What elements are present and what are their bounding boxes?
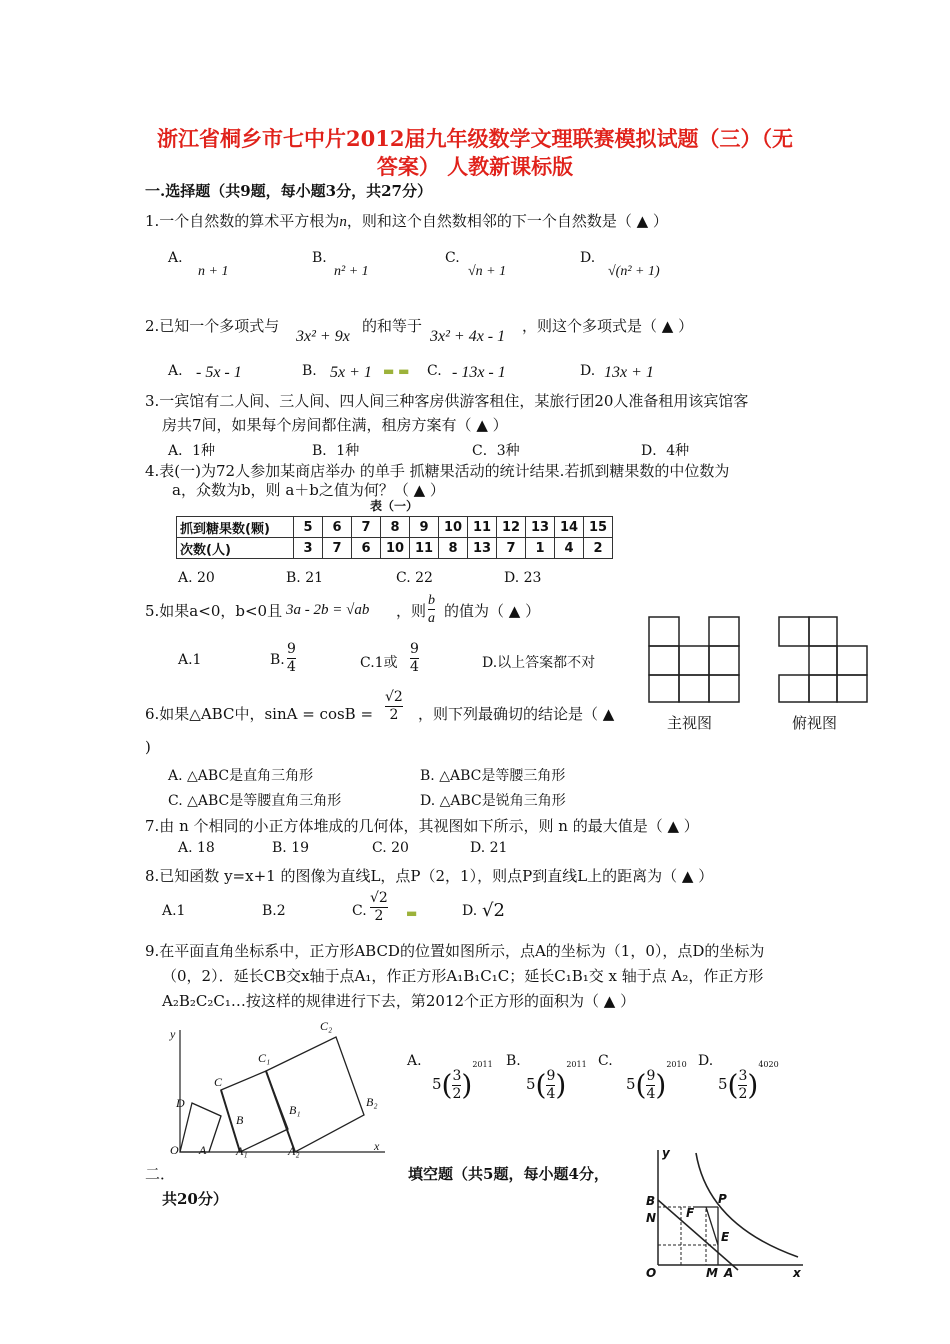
q2-option-a-label: A. bbox=[168, 363, 183, 379]
table-caption: 表（一） bbox=[370, 499, 419, 513]
fig9-c2-label: C₂ bbox=[320, 1019, 333, 1033]
q9-option-c bbox=[626, 1060, 687, 1103]
q5-fraction bbox=[428, 592, 435, 627]
section-2-heading-cont: 共20分） bbox=[162, 1190, 228, 1208]
q2-option-d: 13x + 1 bbox=[604, 364, 654, 381]
fig10-n-label: N bbox=[646, 1211, 657, 1225]
frac-den: 2 bbox=[738, 1085, 748, 1102]
q5-expr: 3a - 2b = √ab bbox=[286, 602, 370, 618]
q5-frac-num: b bbox=[428, 593, 435, 608]
coef: 5 bbox=[432, 1075, 442, 1093]
table-cell: 6 bbox=[323, 517, 352, 538]
frac-num: 3 bbox=[738, 1067, 748, 1084]
table-cell: 7 bbox=[323, 538, 352, 559]
section-2-heading: 填空题（共5题，每小题4分， bbox=[408, 1165, 609, 1183]
table-cell: 2 bbox=[584, 538, 613, 559]
q4-option-c: C. 22 bbox=[396, 570, 433, 586]
paren: ( bbox=[635, 1068, 647, 1102]
q4-option-d: D. 23 bbox=[504, 570, 542, 586]
q6-text: 6.如果△ABC中，sinA = cosB = bbox=[145, 705, 374, 723]
fig9-x-label: x bbox=[374, 1139, 380, 1153]
section-2-number: 二． bbox=[145, 1165, 176, 1183]
fig9-b2-label: B₂ bbox=[366, 1095, 378, 1109]
q1-option-a: n + 1 bbox=[198, 264, 229, 279]
table-cell: 10 bbox=[439, 517, 468, 538]
q2-option-a: - 5x - 1 bbox=[196, 364, 242, 381]
q3-option-b: B．1种 bbox=[312, 443, 360, 459]
q7-option-d: D. 21 bbox=[470, 840, 508, 856]
square-sequence-figure bbox=[160, 1018, 390, 1160]
q1-option-d-label: D. bbox=[580, 250, 596, 266]
table-cell: 1 bbox=[526, 538, 555, 559]
fig9-a1-label: A₁ bbox=[236, 1144, 248, 1158]
q6-option-a: A. △ABC是直角三角形 bbox=[168, 768, 314, 784]
exponent: 2011 bbox=[566, 1060, 587, 1069]
q7-option-c: C. 20 bbox=[372, 840, 409, 856]
frac-num: 9 bbox=[546, 1067, 556, 1084]
fig9-b-label: B bbox=[236, 1113, 244, 1127]
table-cell: 13 bbox=[468, 538, 497, 559]
q5-option-c-fraction bbox=[410, 641, 419, 676]
table-cell: 10 bbox=[381, 538, 410, 559]
table-cell: 7 bbox=[352, 517, 381, 538]
q3-line1: 3.一宾馆有二人间、三人间、四人间三种客房供游客租住，某旅行团20人准备租用该宾馆客 bbox=[145, 392, 749, 410]
q1-option-a-label: A. bbox=[168, 250, 183, 266]
q9-option-b bbox=[526, 1060, 587, 1103]
paren: ( bbox=[535, 1068, 547, 1102]
q4-line2: a，众数为b，则 a＋b之值为何？（ ▲ ） bbox=[172, 481, 445, 499]
table-cell: 6 bbox=[352, 538, 381, 559]
fig9-a2-label: A₂ bbox=[288, 1144, 300, 1158]
frac-num: 9 bbox=[287, 641, 296, 657]
q3-option-c: C．3种 bbox=[472, 443, 520, 459]
table-cell: 13 bbox=[526, 517, 555, 538]
q2-option-b-label: B. bbox=[302, 363, 317, 379]
table-cell: 11 bbox=[410, 538, 439, 559]
fig10-o-label: O bbox=[646, 1266, 657, 1280]
table-cell: 3 bbox=[294, 538, 323, 559]
fig10-p-label: P bbox=[718, 1192, 727, 1206]
q5-option-b-label: B. bbox=[270, 652, 285, 668]
q8-option-b: B.2 bbox=[262, 903, 286, 919]
q9-option-a bbox=[432, 1060, 493, 1103]
coef: 5 bbox=[718, 1075, 728, 1093]
q1-option-d: √(n² + 1) bbox=[608, 264, 660, 279]
fig10-m-label: M bbox=[706, 1266, 718, 1280]
table-header-cell: 抓到糖果数(颗) bbox=[177, 517, 294, 538]
q2-expr2: 3x² + 4x - 1 bbox=[430, 328, 506, 345]
green-mark-icon: ▬ ▬ bbox=[383, 364, 410, 378]
paren: ( bbox=[441, 1068, 453, 1102]
top-view-figure bbox=[778, 616, 870, 704]
q9-option-d-label: D. bbox=[698, 1053, 714, 1069]
q2-option-c-label: C. bbox=[427, 363, 442, 379]
fig9-b1-label: B₁ bbox=[289, 1103, 301, 1117]
q1-option-c: √n + 1 bbox=[468, 264, 507, 279]
frac-num: √2 bbox=[370, 890, 388, 906]
table-cell: 14 bbox=[555, 517, 584, 538]
fig9-c-label: C bbox=[214, 1075, 223, 1089]
q5-option-b-fraction bbox=[287, 641, 296, 676]
q3-line2: 房共7间，如果每个房间都住满，租房方案有（ ▲ ） bbox=[162, 416, 508, 434]
table-cell: 9 bbox=[410, 517, 439, 538]
frac-num: √2 bbox=[385, 689, 403, 705]
table-cell: 12 bbox=[497, 517, 526, 538]
q2-expr1: 3x² + 9x bbox=[296, 328, 350, 345]
frac-den: 2 bbox=[389, 707, 399, 723]
q6-option-b: B. △ABC是等腰三角形 bbox=[420, 768, 566, 784]
question-1 bbox=[145, 210, 668, 231]
hyperbola-figure bbox=[638, 1145, 810, 1280]
q8-text: 8.已知函数 y=x+1 的图像为直线L，点P（2，1），则点P到直线L上的距离为（ ▲ ） bbox=[145, 867, 714, 885]
paren: ( bbox=[727, 1068, 739, 1102]
q2-tail: ，则这个多项式是（ ▲ ） bbox=[522, 317, 694, 335]
q9-option-a-label: A. bbox=[407, 1053, 422, 1069]
q1-tail: ，则和这个自然数相邻的下一个自然数是（ ▲ ） bbox=[346, 212, 668, 230]
table-cell: 15 bbox=[584, 517, 613, 538]
fig10-y-label: y bbox=[662, 1146, 670, 1160]
candy-table bbox=[176, 516, 613, 559]
table-cell: 11 bbox=[468, 517, 497, 538]
front-view-figure bbox=[648, 616, 743, 704]
table-cell: 4 bbox=[555, 538, 584, 559]
q1-option-c-label: C. bbox=[445, 250, 460, 266]
q3-option-d: D．4种 bbox=[641, 443, 690, 459]
q6-option-c: C. △ABC是等腰直角三角形 bbox=[168, 793, 342, 809]
table-cell: 5 bbox=[294, 517, 323, 538]
fig10-b-label: B bbox=[646, 1194, 656, 1208]
paren: ) bbox=[555, 1068, 567, 1102]
q8-option-d-label: D. bbox=[462, 903, 478, 919]
fig9-o-label: O bbox=[170, 1143, 179, 1157]
paren: ) bbox=[461, 1068, 473, 1102]
frac-num: 9 bbox=[646, 1067, 656, 1084]
q9-option-d bbox=[718, 1060, 779, 1103]
q5-option-c-label: C.1或 bbox=[360, 655, 398, 671]
coef: 5 bbox=[626, 1075, 636, 1093]
q6-tail: ，则下列最确切的结论是（ ▲ bbox=[418, 705, 615, 723]
q3-option-a: A．1种 bbox=[168, 443, 216, 459]
paren: ) bbox=[655, 1068, 667, 1102]
exponent: 2011 bbox=[472, 1060, 493, 1069]
frac-den: 4 bbox=[646, 1085, 656, 1102]
frac-den: 4 bbox=[410, 659, 419, 675]
document-title-line1: 浙江省桐乡市七中片2012届九年级数学文理联赛模拟试题（三）（无 bbox=[157, 126, 793, 151]
q1-text: 1.一个自然数的算术平方根为 bbox=[145, 212, 340, 230]
fig10-x-label: x bbox=[793, 1266, 801, 1280]
fig10-f-label: F bbox=[686, 1206, 695, 1220]
table-row bbox=[177, 517, 613, 538]
front-view-label: 主视图 bbox=[667, 714, 713, 732]
fig9-y-label: y bbox=[170, 1027, 176, 1041]
frac-den: 2 bbox=[374, 908, 384, 924]
q6-close: ) bbox=[145, 738, 151, 756]
q2-option-c: - 13x - 1 bbox=[452, 364, 506, 381]
fig10-e-label: E bbox=[721, 1230, 730, 1244]
q5-tail: 的值为（ ▲ ） bbox=[444, 602, 541, 620]
q1-var: n bbox=[339, 214, 347, 230]
fig10-a-label: A bbox=[724, 1266, 734, 1280]
frac-den: 4 bbox=[287, 659, 296, 675]
frac-num: 9 bbox=[410, 641, 419, 657]
q9-line3: A₂B₂C₂C₁…按这样的规律进行下去，第2012个正方形的面积为（ ▲ ） bbox=[162, 992, 636, 1010]
frac-num: 3 bbox=[452, 1067, 462, 1084]
exponent: 4020 bbox=[758, 1060, 779, 1069]
q5-option-d: D.以上答案都不对 bbox=[482, 655, 596, 671]
fig9-d-label: D bbox=[176, 1096, 185, 1110]
fig9-c1-label: C₁ bbox=[258, 1051, 271, 1065]
q5-text: 5.如果a<0，b<0且 bbox=[145, 602, 283, 620]
q9-line1: 9.在平面直角坐标系中，正方形ABCD的位置如图所示，点A的坐标为（1，0），点D的坐标为 bbox=[145, 942, 765, 960]
q2-option-b: 5x + 1 bbox=[330, 364, 372, 381]
frac-den: 2 bbox=[452, 1085, 462, 1102]
q8-option-a: A.1 bbox=[162, 903, 186, 919]
table-cell: 8 bbox=[381, 517, 410, 538]
q8-option-c-label: C. bbox=[352, 903, 367, 919]
q4-line1: 4.表(一)为72人参加某商店举办 的单手 抓糖果活动的统计结果.若抓到糖果数的中位数为 bbox=[145, 462, 730, 480]
table-header-cell: 次数(人) bbox=[177, 538, 294, 559]
q4-option-b: B. 21 bbox=[286, 570, 324, 586]
q7-text: 7.由 n 个相同的小正方体堆成的几何体，其视图如下所示，则 n 的最大值是（ ▲ ） bbox=[145, 817, 699, 835]
q5-mid: ，则 bbox=[396, 602, 427, 620]
q8-option-c-fraction bbox=[370, 890, 388, 925]
section-1-heading: 一.选择题（共9题，每小题3分，共27分） bbox=[145, 182, 432, 200]
q8-option-d: √2 bbox=[482, 900, 505, 921]
frac-den: 4 bbox=[546, 1085, 556, 1102]
q2-option-d-label: D. bbox=[580, 363, 596, 379]
q9-option-b-label: B. bbox=[506, 1053, 521, 1069]
document-title-line2: 答案） 人教新课标版 bbox=[376, 154, 574, 179]
exponent: 2010 bbox=[666, 1060, 687, 1069]
q9-line2: （0，2）．延长CB交x轴于点A₁，作正方形A₁B₁C₁C；延长C₁B₁交 x 轴于点 A₂，作正方形 bbox=[162, 967, 764, 985]
q5-frac-den: a bbox=[428, 611, 435, 626]
green-mark-icon: ▬ bbox=[406, 906, 418, 920]
q5-option-a: A.1 bbox=[178, 652, 202, 668]
q6-option-d: D. △ABC是锐角三角形 bbox=[420, 793, 566, 809]
fig9-a-label: A bbox=[199, 1143, 207, 1157]
q1-option-b-label: B. bbox=[312, 250, 327, 266]
q4-option-a: A. 20 bbox=[178, 570, 215, 586]
q1-option-b: n² + 1 bbox=[334, 264, 369, 279]
table-row bbox=[177, 538, 613, 559]
q7-option-b: B. 19 bbox=[272, 840, 310, 856]
paren: ) bbox=[747, 1068, 759, 1102]
q6-fraction bbox=[385, 689, 403, 724]
q2-text: 2.已知一个多项式与 bbox=[145, 317, 280, 335]
table-cell: 8 bbox=[439, 538, 468, 559]
q7-option-a: A. 18 bbox=[178, 840, 215, 856]
q2-mid: 的和等于 bbox=[362, 317, 423, 335]
table-cell: 7 bbox=[497, 538, 526, 559]
top-view-label: 俯视图 bbox=[792, 714, 838, 732]
coef: 5 bbox=[526, 1075, 536, 1093]
q9-option-c-label: C. bbox=[598, 1053, 613, 1069]
